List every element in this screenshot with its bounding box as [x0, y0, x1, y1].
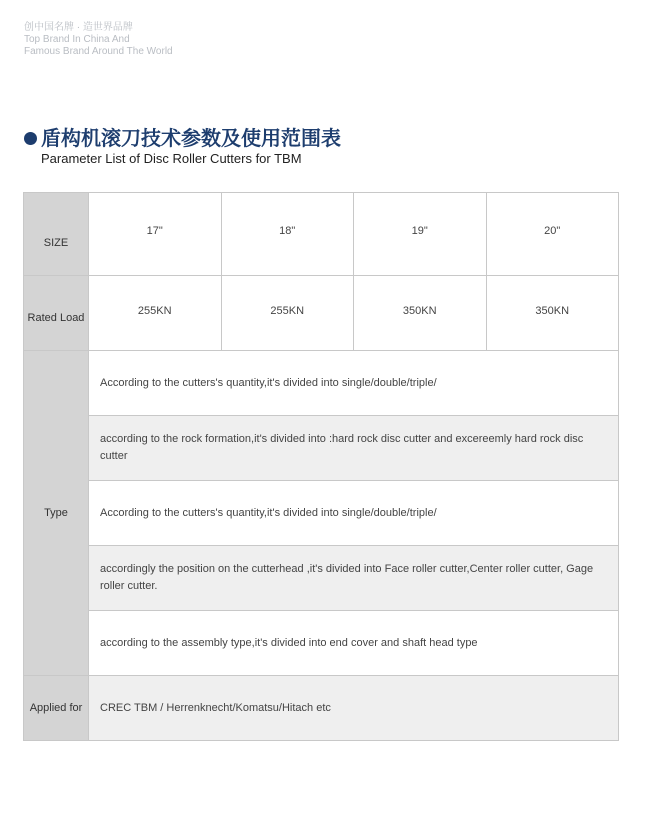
load-cell: 255KN [221, 276, 354, 351]
row-header-type: Type [24, 351, 89, 676]
row-header-size: SIZE [24, 193, 89, 276]
brand-slogan-zh: 创中国名牌 · 造世界品牌 [24, 22, 133, 33]
load-cell: 255KN [89, 276, 222, 351]
page-title [24, 126, 341, 167]
title-zh [24, 126, 341, 150]
type-cell: accordingly the position on the cutterhead ,it's divided into Face roller cutter,Center roller cutter, Gage roller cutter. [89, 546, 619, 611]
load-cell: 350KN [354, 276, 487, 351]
size-cell: 17" [89, 193, 222, 276]
size-cell: 19" [354, 193, 487, 276]
parameter-table [23, 192, 619, 741]
table-row-type [24, 351, 619, 416]
table-row-type [24, 481, 619, 546]
table-row-size [24, 193, 619, 276]
type-cell: according to the rock formation,it's divided into :hard rock disc cutter and excereemly hard rock disc cutter [89, 416, 619, 481]
title-en: Parameter List of Disc Roller Cutters for TBM [41, 151, 302, 166]
table-row-applied-for [24, 676, 619, 741]
load-cell: 350KN [486, 276, 619, 351]
row-header-rated-load: Rated Load [24, 276, 89, 351]
row-header-applied-for: Applied for [24, 676, 89, 741]
table-row-type [24, 546, 619, 611]
title-zh-text: 盾构机滚刀技术参数及使用范围表 [41, 126, 341, 150]
size-cell: 20" [486, 193, 619, 276]
brand-slogan-en-1: Top Brand In China And [24, 34, 130, 45]
size-cell: 18" [221, 193, 354, 276]
type-cell: According to the cutters's quantity,it's divided into single/double/triple/ [89, 481, 619, 546]
brand-slogan-en-2: Famous Brand Around The World [24, 46, 173, 57]
table-row-rated-load [24, 276, 619, 351]
applied-for-cell: CREC TBM / Herrenknecht/Komatsu/Hitach etc [89, 676, 619, 741]
table-row-type [24, 611, 619, 676]
bullet-dot-icon [24, 132, 37, 145]
type-cell: According to the cutters's quantity,it's divided into single/double/triple/ [89, 351, 619, 416]
table-row-type [24, 416, 619, 481]
brand-slogan [24, 22, 173, 58]
type-cell: according to the assembly type,it's divided into end cover and shaft head type [89, 611, 619, 676]
